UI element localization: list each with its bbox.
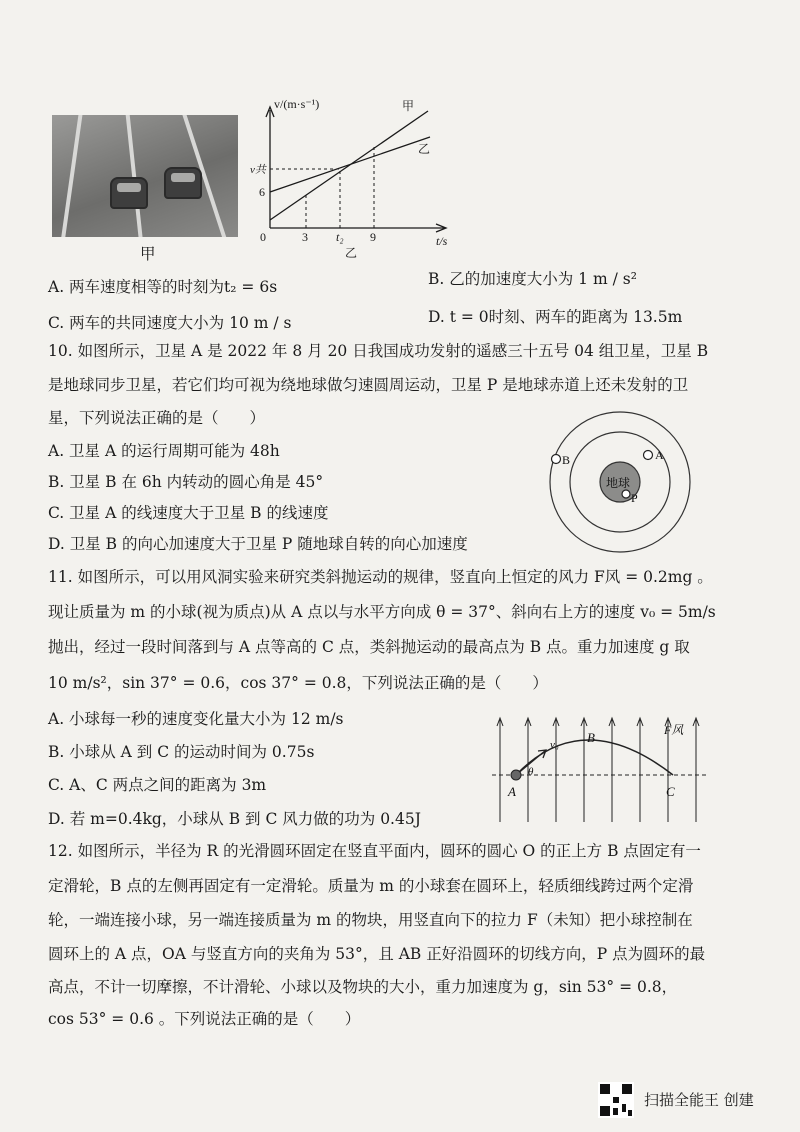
graph-tick-t2: t₂ [336,230,344,244]
graph-line-jia-label: 甲 [402,99,415,113]
graph-tick-6: 6 [259,185,265,199]
road-cars-photo [52,115,238,237]
q9-option-b: B. 乙的加速度大小为 1 m / s² [428,270,637,288]
graph-tick-9: 9 [370,230,376,244]
point-b-label: B [587,730,595,745]
point-c-label: C [666,784,675,799]
q12-stem-line2: 定滑轮，B 点的左侧再固定有一定滑轮。质量为 m 的小球套在圆环上，轻质细线跨过两个定滑 [48,877,694,895]
q10-stem-line2: 是地球同步卫星，若它们均可视为绕地球做匀速圆周运动，卫星 P 是地球赤道上还未发射的卫 [48,376,689,394]
q9-option-d: D. t = 0时刻、两车的距离为 13.5m [428,308,683,326]
q11-option-d: D. 若 m=0.4kg，小球从 B 到 C 风力做的功为 0.45J [48,810,421,828]
satellite-orbit-diagram [540,410,700,560]
graph-v-common-tick: v共 [250,164,266,176]
q9-option-c: C. 两车的共同速度大小为 10 m / s [48,314,292,332]
graph-line-yi-label: 乙 [418,142,431,156]
q11-option-b: B. 小球从 A 到 C 的运动时间为 0.75s [48,743,315,761]
satellite-p-label: P [631,491,638,505]
satellite-a-label: A [655,448,664,462]
graph-x-axis-label: t/s [436,234,448,248]
q12-stem-line1: 12. 如图所示，半径为 R 的光滑圆环固定在竖直平面内，圆环的圆心 O 的正上方 B 点固定有一 [48,842,701,860]
q10-option-c: C. 卫星 A 的线速度大于卫星 B 的线速度 [48,504,329,522]
scanner-watermark [598,1082,798,1122]
graph-y-axis-label: v/(m·s⁻¹) [274,97,320,111]
q12-stem-line4: 圆环上的 A 点，OA 与竖直方向的夹角为 53°，且 AB 正好沿圆环的切线方向，P 点为圆环的最 [48,945,706,963]
satellite-b-label: B [562,453,571,467]
q10-option-d: D. 卫星 B 的向心加速度大于卫星 P 随地球自转的向心加速度 [48,535,468,553]
q12-stem-line6: cos 53° = 0.6 。下列说法正确的是（ ） [48,1010,361,1028]
q10-stem-line3: 星，下列说法正确的是（ ） [48,409,266,427]
velocity-time-graph [250,95,460,260]
q11-option-c: C. A、C 两点之间的距离为 3m [48,776,267,794]
v0-label: v₀ [550,739,559,751]
earth-label: 地球 [606,476,631,490]
graph-origin: 0 [260,230,266,244]
q11-stem-line4: 10 m/s²，sin 37° = 0.6，cos 37° = 0.8，下列说法正确的是（ ） [48,674,548,692]
q11-stem-line2: 现让质量为 m 的小球(视为质点)从 A 点以与水平方向成 θ = 37°、斜向右上方的速度 v₀ = 5m/s [48,603,716,621]
watermark-text: 扫描全能王 创建 [644,1091,754,1109]
q11-stem-line1: 11. 如图所示，可以用风洞实验来研究类斜抛运动的规律，竖直向上恒定的风力 F风 = 0.2mg 。 [48,568,713,586]
point-a-label: A [508,784,516,799]
q11-stem-line3: 抛出，经过一段时间落到与 A 点等高的 C 点，类斜抛运动的最高点为 B 点。重力加速度 g 取 [48,638,690,656]
q9-option-a: A. 两车速度相等的时刻为t₂ = 6s [48,278,278,296]
qr-code-icon [598,1082,634,1118]
wind-tunnel-diagram [488,710,710,828]
photo-caption: 甲 [140,245,156,263]
q10-option-b: B. 卫星 B 在 6h 内转动的圆心角是 45° [48,473,324,491]
q12-stem-line5: 高点，不计一切摩擦，不计滑轮、小球以及物块的大小，重力加速度为 g，sin 53° = 0.8， [48,978,678,996]
wind-force-label: F风 [664,723,684,737]
q10-stem-line1: 10. 如图所示，卫星 A 是 2022 年 8 月 20 日我国成功发射的遥感三十五号 04 组卫星，卫星 B [48,342,709,360]
q12-stem-line3: 轮，一端连接小球，另一端连接质量为 m 的物块，用竖直向下的拉力 F（未知）把小球控制在 [48,911,693,929]
q11-option-a: A. 小球每一秒的速度变化量大小为 12 m/s [48,710,344,728]
q10-option-a: A. 卫星 A 的运行周期可能为 48h [48,442,280,460]
theta-label: θ [528,766,534,778]
graph-caption: 乙 [345,246,358,260]
graph-tick-3: 3 [302,230,308,244]
